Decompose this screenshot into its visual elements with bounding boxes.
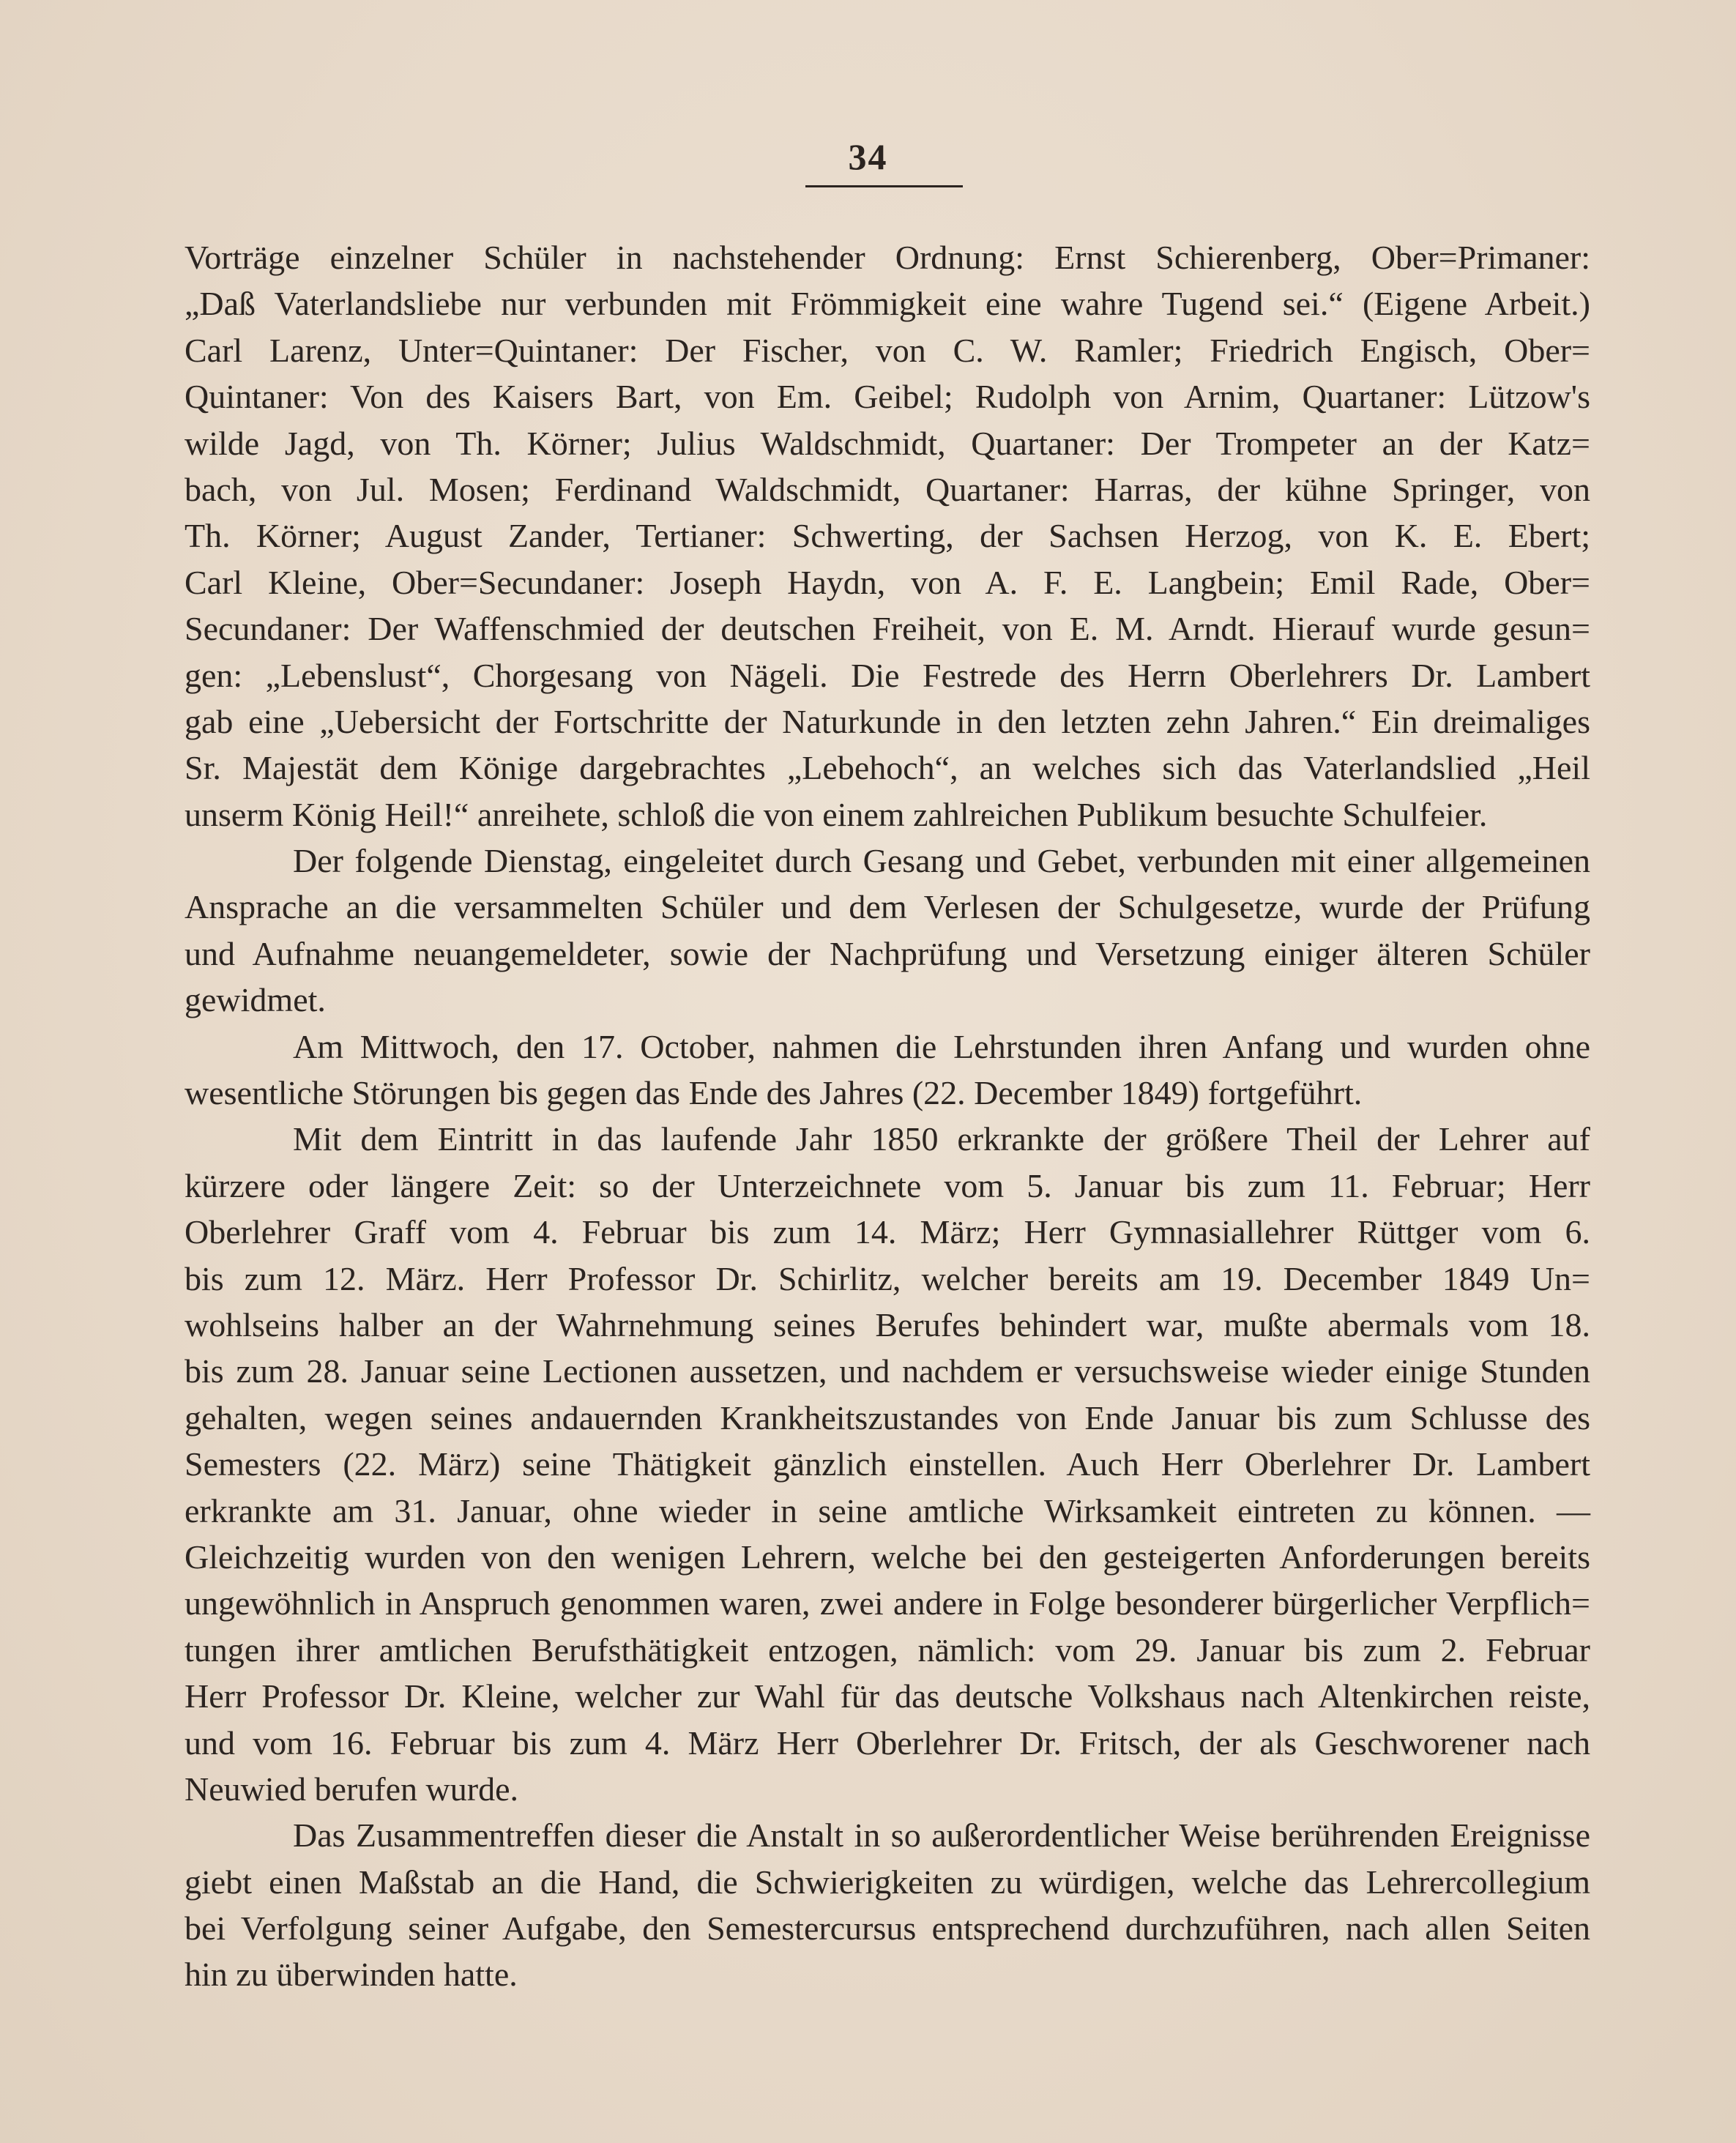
page-number-rule — [805, 185, 963, 187]
text-line: Carl Kleine, Ober=Secundaner: Joseph Haydn, von A. F. E. Langbein; Emil Rade, Ober= — [185, 563, 1590, 601]
text-line: hin zu überwinden hatte. — [185, 1956, 518, 1994]
text-line: ungewöhnlich in Anspruch genommen waren, zwei andere in Folge besonderer bürgerlicher Verpflich= — [185, 1584, 1590, 1622]
text-line: und vom 16. Februar bis zum 4. März Herr Oberlehrer Dr. Fritsch, der als Geschworener nach — [185, 1723, 1590, 1762]
text-line: Vorträge einzelner Schüler in nachstehender Ordnung: Ernst Schierenberg, Ober=Primaner: — [185, 239, 1590, 276]
text-line: tungen ihrer amtlichen Berufsthätigkeit entzogen, nämlich: vom 29. Januar bis zum 2. Februar — [185, 1630, 1590, 1669]
text-line: Quintaner: Von des Kaisers Bart, von Em. Geibel; Rudolph von Arnim, Quartaner: Lützow's — [185, 378, 1590, 416]
page-number: 34 — [848, 136, 888, 177]
text-line: Semesters (22. März) seine Thätigkeit gänzlich einstellen. Auch Herr Oberlehrer Dr. Lambert — [185, 1445, 1590, 1483]
text-line: gewidmet. — [185, 981, 326, 1019]
text-line: gab eine „Uebersicht der Fortschritte der Naturkunde in den letzten zehn Jahren.“ Ein dreimaliges — [185, 702, 1590, 740]
text-line: Neuwied berufen wurde. — [185, 1770, 518, 1808]
text-line: kürzere oder längere Zeit: so der Unterzeichnete vom 5. Januar bis zum 11. Februar; Herr — [185, 1166, 1590, 1204]
text-line: Th. Körner; August Zander, Tertianer: Schwerting, der Sachsen Herzog, von K. E. Ebert; — [185, 517, 1590, 555]
text-line: gehalten, wegen seines andauernden Krankheitszustandes von Ende Januar bis zum Schlusse des — [185, 1398, 1590, 1436]
text-line: bach, von Jul. Mosen; Ferdinand Waldschmidt, Quartaner: Harras, der kühne Springer, von — [185, 470, 1590, 508]
text-line: wohlseins halber an der Wahrnehmung seines Berufes behindert war, mußte abermals vom 18. — [185, 1305, 1590, 1343]
text-line: Sr. Majestät dem Könige dargebrachtes „Lebehoch“, an welches sich das Vaterlandslied „Heil — [185, 749, 1590, 787]
paragraph-start-line: Das Zusammentreffen dieser die Anstalt in so außerordentlicher Weise berührenden Ereignisse — [293, 1816, 1590, 1855]
text-line: Ansprache an die versammelten Schüler und dem Verlesen der Schulgesetze, wurde der Prüfung — [185, 888, 1590, 926]
text-line: und Aufnahme neuangemeldeter, sowie der Nachprüfung und Versetzung einiger älteren Schüler — [185, 934, 1590, 972]
text-line: Oberlehrer Graff vom 4. Februar bis zum 14. März; Herr Gymnasiallehrer Rüttger vom 6. — [185, 1213, 1590, 1251]
text-line: unserm König Heil!“ anreihete, schloß die von einem zahlreichen Publikum besuchte Schulfeier. — [185, 795, 1488, 833]
text-line: gen: „Lebenslust“, Chorgesang von Nägeli. Die Festrede des Herrn Oberlehrers Dr. Lambert — [185, 656, 1590, 694]
text-line: bei Verfolgung seiner Aufgabe, den Semestercursus entsprechend durchzuführen, nach allen Seiten — [185, 1909, 1590, 1948]
text-line: bis zum 28. Januar seine Lectionen aussetzen, und nachdem er versuchsweise wieder einige Stunden — [185, 1352, 1590, 1390]
text-line: giebt einen Maßstab an die Hand, die Schwierigkeiten zu würdigen, welche das Lehrercollegium — [185, 1863, 1590, 1901]
paragraph-start-line: Der folgende Dienstag, eingeleitet durch Gesang und Gebet, verbunden mit einer allgemeinen — [293, 842, 1590, 880]
text-line: Gleichzeitig wurden von den wenigen Lehrern, welche bei den gesteigerten Anforderungen bereits — [185, 1538, 1590, 1576]
text-line: erkrankte am 31. Januar, ohne wieder in seine amtliche Wirksamkeit eintreten zu können. — — [185, 1491, 1590, 1529]
text-line: Carl Larenz, Unter=Quintaner: Der Fischer, von C. W. Ramler; Friedrich Engisch, Ober= — [185, 331, 1590, 369]
text-line: Herr Professor Dr. Kleine, welcher zur Wahl für das deutsche Volkshaus nach Altenkirchen reiste, — [185, 1677, 1590, 1715]
text-line: wesentliche Störungen bis gegen das Ende des Jahres (22. December 1849) fortgeführt. — [185, 1074, 1363, 1112]
body-text — [185, 234, 1590, 1998]
paragraph-start-line: Am Mittwoch, den 17. October, nahmen die Lehrstunden ihren Anfang und wurden ohne — [293, 1027, 1590, 1065]
text-line: wilde Jagd, von Th. Körner; Julius Waldschmidt, Quartaner: Der Trompeter an der Katz= — [185, 424, 1590, 462]
text-line: bis zum 12. März. Herr Professor Dr. Schirlitz, welcher bereits am 19. December 1849 Un= — [185, 1259, 1590, 1297]
paragraph-start-line: Mit dem Eintritt in das laufende Jahr 1850 erkrankte der größere Theil der Lehrer auf — [293, 1120, 1590, 1158]
text-line: „Daß Vaterlandsliebe nur verbunden mit Frömmigkeit eine wahre Tugend sei.“ (Eigene Arbeit.) — [185, 285, 1590, 323]
text-line: Secundaner: Der Waffenschmied der deutschen Freiheit, von E. M. Arndt. Hierauf wurde gesun= — [185, 610, 1590, 648]
